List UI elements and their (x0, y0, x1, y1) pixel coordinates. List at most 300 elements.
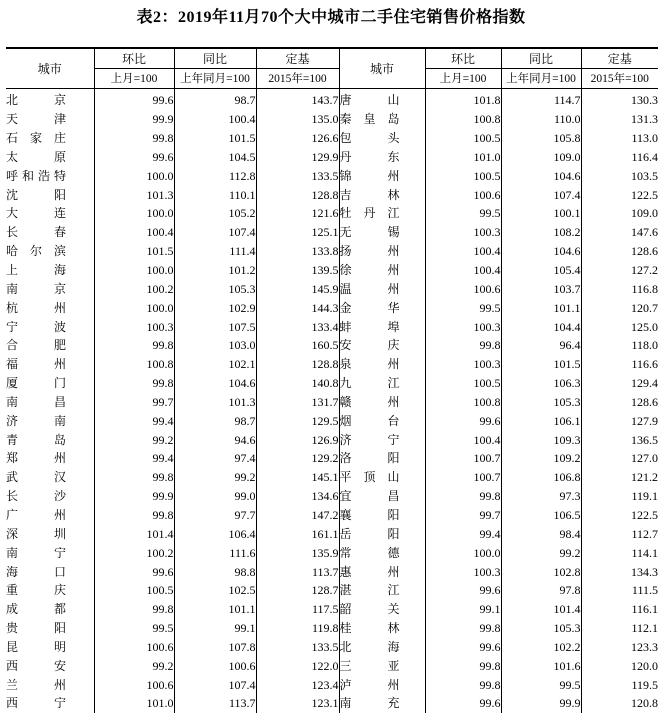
mom-left-value: 100.4 (146, 225, 174, 240)
fixed-right-cell (581, 148, 658, 167)
yoy-subheader-right: 上年同月=100 (501, 69, 581, 89)
yoy-right-cell (501, 129, 581, 148)
yoy-left-cell (174, 619, 256, 638)
fixed-left-cell (256, 336, 339, 355)
table-row (6, 355, 658, 374)
mom-right-value: 99.7 (479, 507, 501, 522)
city-right-cell (339, 468, 425, 487)
fixed-right-value: 122.5 (631, 187, 658, 202)
fixed-right-value: 120.7 (631, 300, 658, 315)
city-right-cell (339, 317, 425, 336)
yoy-right-value: 106.1 (553, 413, 581, 428)
fixed-right-cell (581, 524, 658, 543)
mom-right-value: 100.7 (473, 470, 501, 485)
fixed-left-value: 126.6 (311, 131, 339, 146)
mom-right-cell (425, 110, 501, 129)
mom-left-cell (94, 355, 174, 374)
fixed-left-cell (256, 543, 339, 562)
city-right-cell (339, 675, 425, 694)
table-row (6, 110, 658, 129)
mom-left-value: 99.9 (152, 112, 174, 127)
yoy-left-value: 99.2 (234, 470, 256, 485)
mom-right-cell (425, 129, 501, 148)
city-left-cell (6, 148, 94, 167)
city-right-value: 赣 州 (339, 394, 400, 409)
fixed-right-value: 131.3 (631, 112, 658, 127)
fixed-right-cell (581, 411, 658, 430)
mom-left-cell (94, 393, 174, 412)
fixed-left-value: 128.8 (311, 357, 339, 372)
fixed-left-cell (256, 468, 339, 487)
fixed-right-cell (581, 637, 658, 656)
yoy-left-value: 107.4 (228, 225, 256, 240)
mom-right-value: 99.8 (479, 621, 501, 636)
yoy-left-cell (174, 110, 256, 129)
fixed-left-value: 123.4 (311, 677, 339, 692)
mom-left-cell (94, 298, 174, 317)
yoy-right-cell (501, 506, 581, 525)
mom-right-cell (425, 279, 501, 298)
city-right-value: 丹 东 (339, 149, 400, 164)
mom-left-value: 99.2 (152, 432, 174, 447)
mom-right-value: 101.8 (473, 93, 501, 108)
fixed-left-value: 122.0 (311, 658, 339, 673)
fixed-left-cell (256, 204, 339, 223)
fixed-right-cell (581, 619, 658, 638)
fixed-left-value: 143.7 (311, 93, 339, 108)
fixed-right-value: 113.0 (631, 131, 658, 146)
city-right-value: 岳 阳 (339, 526, 400, 541)
mom-left-value: 99.6 (152, 93, 174, 108)
mom-right-cell (425, 506, 501, 525)
table-row (6, 204, 658, 223)
yoy-right-cell (501, 543, 581, 562)
city-left-value: 青 岛 (6, 432, 66, 447)
city-left-cell (6, 317, 94, 336)
city-left-cell (6, 506, 94, 525)
mom-right-cell (425, 223, 501, 242)
city-right-value: 泉 州 (339, 357, 400, 372)
fixed-left-value: 128.7 (311, 583, 339, 598)
yoy-right-cell (501, 148, 581, 167)
city-right-value: 烟 台 (339, 413, 400, 428)
fixed-right-value: 120.8 (631, 696, 658, 711)
city-left-cell (6, 261, 94, 280)
mom-left-value: 99.9 (152, 489, 174, 504)
city-left-value: 长 春 (6, 225, 66, 240)
city-right-cell (339, 619, 425, 638)
yoy-right-cell (501, 562, 581, 581)
mom-right-value: 100.3 (473, 319, 501, 334)
table-row (6, 543, 658, 562)
mom-right-cell (425, 204, 501, 223)
fixed-subheader-right: 2015年=100 (581, 69, 658, 89)
fixed-left-cell (256, 110, 339, 129)
yoy-left-value: 97.7 (234, 507, 256, 522)
city-right-value: 包 头 (339, 131, 400, 146)
city-right-cell (339, 355, 425, 374)
yoy-right-value: 109.3 (553, 432, 581, 447)
yoy-right-cell (501, 204, 581, 223)
yoy-left-cell (174, 411, 256, 430)
mom-left-value: 99.8 (152, 470, 174, 485)
yoy-right-value: 109.0 (553, 149, 581, 164)
fixed-left-value: 125.1 (311, 225, 339, 240)
fixed-right-cell (581, 166, 658, 185)
city-left-value: 天 津 (6, 112, 66, 127)
city-right-value: 襄 阳 (339, 507, 400, 522)
fixed-left-value: 133.8 (311, 244, 339, 259)
city-right-value: 洛 阳 (339, 451, 400, 466)
fixed-right-cell (581, 562, 658, 581)
mom-left-value: 99.4 (152, 451, 174, 466)
yoy-right-cell (501, 279, 581, 298)
mom-left-cell (94, 242, 174, 261)
fixed-right-cell (581, 374, 658, 393)
mom-left-value: 100.6 (146, 639, 174, 654)
yoy-right-value: 105.3 (553, 621, 581, 636)
mom-right-cell (425, 393, 501, 412)
city-right-value: 济 宁 (339, 432, 400, 447)
fixed-right-cell (581, 468, 658, 487)
yoy-left-cell (174, 261, 256, 280)
fixed-right-value: 127.0 (631, 451, 658, 466)
city-right-value: 泸 州 (339, 677, 400, 692)
fixed-left-cell (256, 656, 339, 675)
yoy-right-cell (501, 336, 581, 355)
table-row (6, 694, 658, 713)
mom-right-cell (425, 581, 501, 600)
fixed-right-cell (581, 581, 658, 600)
mom-right-cell (425, 185, 501, 204)
mom-left-value: 99.7 (152, 394, 174, 409)
yoy-left-cell (174, 166, 256, 185)
city-right-cell (339, 185, 425, 204)
mom-right-value: 99.1 (479, 602, 501, 617)
city-right-cell (339, 204, 425, 223)
table-row (6, 393, 658, 412)
fixed-left-value: 121.6 (311, 206, 339, 221)
fixed-right-value: 125.0 (631, 319, 658, 334)
city-left-value: 昆 明 (6, 639, 66, 654)
mom-left-value: 101.5 (146, 244, 174, 259)
city-right-cell (339, 694, 425, 713)
city-right-cell (339, 374, 425, 393)
city-right-cell (339, 411, 425, 430)
yoy-left-cell (174, 600, 256, 619)
fixed-header-right: 定基 (581, 48, 658, 69)
city-left-cell (6, 223, 94, 242)
city-right-cell (339, 524, 425, 543)
mom-left-cell (94, 543, 174, 562)
fixed-right-cell (581, 129, 658, 148)
fixed-left-value: 129.2 (311, 451, 339, 466)
mom-left-value: 99.6 (152, 149, 174, 164)
fixed-right-cell (581, 279, 658, 298)
city-right-cell (339, 279, 425, 298)
fixed-left-value: 128.8 (311, 187, 339, 202)
yoy-right-value: 97.8 (559, 583, 581, 598)
mom-right-cell (425, 355, 501, 374)
city-left-value: 南 昌 (6, 394, 66, 409)
yoy-left-value: 102.1 (228, 357, 256, 372)
yoy-right-cell (501, 355, 581, 374)
mom-left-value: 100.5 (146, 583, 174, 598)
mom-right-value: 100.0 (473, 545, 501, 560)
yoy-left-value: 110.1 (228, 187, 256, 202)
yoy-right-cell (501, 261, 581, 280)
city-left-cell (6, 204, 94, 223)
mom-right-value: 100.5 (473, 376, 501, 391)
fixed-right-value: 127.2 (631, 263, 658, 278)
mom-left-cell (94, 675, 174, 694)
fixed-left-value: 117.5 (311, 602, 339, 617)
fixed-right-cell (581, 600, 658, 619)
fixed-right-value: 136.5 (631, 432, 658, 447)
city-left-value: 武 汉 (6, 470, 66, 485)
fixed-right-cell (581, 675, 658, 694)
city-left-cell (6, 449, 94, 468)
yoy-right-cell (501, 411, 581, 430)
fixed-left-value: 133.5 (311, 168, 339, 183)
table-title: 表2：2019年11月70个大中城市二手住宅销售价格指数 (136, 9, 526, 26)
city-right-cell (339, 148, 425, 167)
fixed-right-value: 120.0 (631, 658, 658, 673)
fixed-left-value: 119.8 (311, 621, 339, 636)
yoy-left-cell (174, 430, 256, 449)
city-left-cell (6, 675, 94, 694)
city-left-value: 北 京 (6, 93, 66, 108)
yoy-right-cell (501, 656, 581, 675)
yoy-right-value: 100.1 (553, 206, 581, 221)
mom-right-value: 100.5 (473, 168, 501, 183)
yoy-left-cell (174, 148, 256, 167)
mom-left-cell (94, 110, 174, 129)
city-right-value: 常 德 (339, 545, 400, 560)
city-left-cell (6, 336, 94, 355)
fixed-left-cell (256, 449, 339, 468)
fixed-left-cell (256, 506, 339, 525)
city-left-cell (6, 600, 94, 619)
fixed-right-value: 116.8 (631, 281, 658, 296)
mom-right-value: 99.8 (479, 658, 501, 673)
city-right-value: 宜 昌 (339, 489, 400, 504)
yoy-right-value: 105.4 (553, 263, 581, 278)
mom-right-cell (425, 619, 501, 638)
city-right-cell (339, 487, 425, 506)
yoy-right-cell (501, 166, 581, 185)
yoy-right-value: 99.2 (559, 545, 581, 560)
fixed-left-value: 134.6 (311, 489, 339, 504)
fixed-right-cell (581, 204, 658, 223)
yoy-left-value: 98.7 (234, 413, 256, 428)
fixed-right-value: 116.1 (631, 602, 658, 617)
yoy-left-cell (174, 298, 256, 317)
mom-right-cell (425, 336, 501, 355)
mom-left-value: 99.8 (152, 338, 174, 353)
city-left-value: 杭 州 (6, 300, 66, 315)
fixed-right-cell (581, 110, 658, 129)
table-row (6, 449, 658, 468)
fixed-left-value: 129.5 (311, 413, 339, 428)
table-row (6, 129, 658, 148)
yoy-right-cell (501, 298, 581, 317)
fixed-left-cell (256, 223, 339, 242)
fixed-left-value: 123.1 (311, 696, 339, 711)
mom-left-cell (94, 656, 174, 675)
mom-left-cell (94, 430, 174, 449)
city-left-value: 石家庄 (6, 131, 66, 146)
fixed-left-cell (256, 619, 339, 638)
table-row (6, 298, 658, 317)
yoy-left-value: 99.0 (234, 489, 256, 504)
yoy-right-cell (501, 694, 581, 713)
yoy-right-value: 101.1 (553, 300, 581, 315)
mom-header-left: 环比 (94, 48, 174, 69)
fixed-left-value: 113.7 (311, 564, 339, 579)
yoy-right-cell (501, 223, 581, 242)
fixed-right-cell (581, 242, 658, 261)
table-row (6, 619, 658, 638)
price-index-table (6, 47, 658, 713)
mom-right-cell (425, 600, 501, 619)
yoy-right-value: 107.4 (553, 187, 581, 202)
mom-left-value: 99.6 (152, 564, 174, 579)
mom-right-value: 100.6 (473, 281, 501, 296)
mom-right-cell (425, 694, 501, 713)
table-row (6, 223, 658, 242)
fixed-right-value: 123.3 (631, 639, 658, 654)
fixed-header-left: 定基 (256, 48, 339, 69)
yoy-right-cell (501, 449, 581, 468)
city-right-value: 桂 林 (339, 621, 400, 636)
yoy-right-cell (501, 89, 581, 110)
fixed-left-cell (256, 89, 339, 110)
city-right-cell (339, 562, 425, 581)
yoy-left-value: 107.5 (228, 319, 256, 334)
city-right-value: 平顶山 (339, 470, 400, 485)
yoy-left-cell (174, 374, 256, 393)
city-left-cell (6, 129, 94, 148)
city-left-value: 太 原 (6, 149, 66, 164)
city-left-value: 厦 门 (6, 376, 66, 391)
table-row (6, 279, 658, 298)
mom-right-value: 100.8 (473, 394, 501, 409)
table-row (6, 336, 658, 355)
city-left-value: 福 州 (6, 357, 66, 372)
yoy-right-cell (501, 374, 581, 393)
city-left-value: 深 圳 (6, 526, 66, 541)
table-row (6, 411, 658, 430)
yoy-right-cell (501, 110, 581, 129)
city-right-value: 唐 山 (339, 93, 400, 108)
fixed-left-value: 129.9 (311, 149, 339, 164)
mom-right-value: 99.6 (479, 413, 501, 428)
fixed-left-cell (256, 675, 339, 694)
yoy-left-value: 99.1 (234, 621, 256, 636)
yoy-left-value: 97.4 (234, 451, 256, 466)
mom-left-cell (94, 89, 174, 110)
city-header-left: 城市 (6, 48, 94, 89)
fixed-left-cell (256, 148, 339, 167)
fixed-right-value: 134.3 (631, 564, 658, 579)
mom-left-cell (94, 506, 174, 525)
yoy-left-value: 105.2 (228, 206, 256, 221)
fixed-right-cell (581, 261, 658, 280)
mom-left-cell (94, 261, 174, 280)
fixed-left-cell (256, 581, 339, 600)
yoy-left-cell (174, 242, 256, 261)
city-right-value: 牡丹江 (339, 206, 400, 221)
yoy-left-cell (174, 581, 256, 600)
mom-left-value: 99.8 (152, 602, 174, 617)
table-row (6, 637, 658, 656)
fixed-left-cell (256, 242, 339, 261)
fixed-right-cell (581, 89, 658, 110)
table-row (6, 374, 658, 393)
city-left-value: 郑 州 (6, 451, 66, 466)
fixed-right-cell (581, 449, 658, 468)
fixed-right-value: 127.9 (631, 413, 658, 428)
city-left-value: 成 都 (6, 602, 66, 617)
city-right-cell (339, 242, 425, 261)
city-left-value: 大 连 (6, 206, 66, 221)
city-left-value: 济 南 (6, 413, 66, 428)
fixed-right-cell (581, 487, 658, 506)
yoy-left-cell (174, 562, 256, 581)
mom-left-cell (94, 336, 174, 355)
city-right-value: 徐 州 (339, 263, 400, 278)
mom-left-cell (94, 619, 174, 638)
city-left-value: 西 安 (6, 658, 66, 673)
yoy-right-value: 102.2 (553, 639, 581, 654)
yoy-right-value: 96.4 (559, 338, 581, 353)
fixed-right-cell (581, 656, 658, 675)
yoy-header-left: 同比 (174, 48, 256, 69)
fixed-left-cell (256, 411, 339, 430)
yoy-left-value: 98.8 (234, 564, 256, 579)
fixed-right-value: 112.1 (631, 621, 658, 636)
mom-header-right: 环比 (425, 48, 501, 69)
mom-right-cell (425, 374, 501, 393)
table-row (6, 506, 658, 525)
city-left-cell (6, 468, 94, 487)
yoy-left-cell (174, 543, 256, 562)
mom-right-cell (425, 242, 501, 261)
fixed-left-value: 135.9 (311, 545, 339, 560)
mom-left-value: 99.5 (152, 621, 174, 636)
yoy-left-cell (174, 89, 256, 110)
mom-right-value: 99.6 (479, 639, 501, 654)
mom-right-cell (425, 261, 501, 280)
yoy-left-cell (174, 487, 256, 506)
city-right-cell (339, 656, 425, 675)
yoy-left-cell (174, 204, 256, 223)
fixed-left-cell (256, 261, 339, 280)
fixed-right-cell (581, 694, 658, 713)
mom-left-value: 101.3 (146, 187, 174, 202)
mom-left-value: 99.8 (152, 131, 174, 146)
yoy-left-value: 107.8 (228, 639, 256, 654)
mom-right-value: 99.4 (479, 526, 501, 541)
yoy-right-cell (501, 637, 581, 656)
city-right-value: 湛 江 (339, 583, 400, 598)
yoy-left-value: 112.8 (228, 168, 256, 183)
city-left-cell (6, 279, 94, 298)
mom-left-cell (94, 185, 174, 204)
mom-right-value: 99.8 (479, 489, 501, 504)
city-right-cell (339, 430, 425, 449)
